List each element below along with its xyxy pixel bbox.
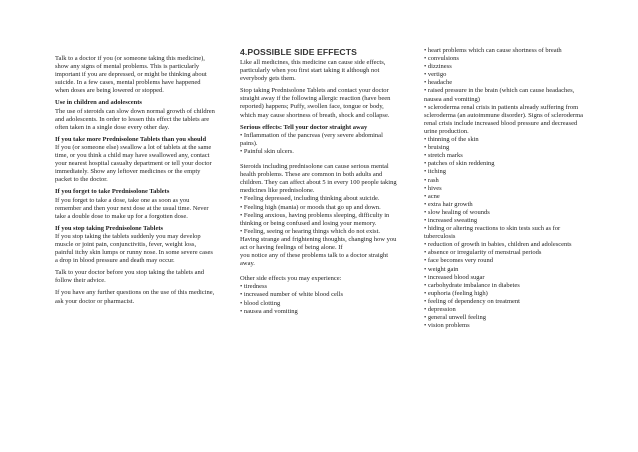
mental-problems-warning: Talk to a doctor if you (or someone taking this medicine), show any signs of mental problems. This is particularly important if you are depressed, or might be thinking about suicide. In a few cases, mental problems have happened when doses are being lowered or stopped.: [55, 55, 207, 95]
mental-effects-list: [240, 195, 400, 252]
list-item: • blood clotting: [240, 300, 400, 308]
list-item: • reduction of growth in babies, children and adolescents: [424, 241, 589, 249]
list-item: • hiding or altering reactions to skin tests such as for tuberculosis: [424, 225, 589, 241]
list-item: • raised pressure in the brain (which can cause headaches, nausea and vomiting): [424, 87, 589, 103]
list-item: • bruising: [424, 144, 589, 152]
list-item: • patches of skin reddening: [424, 160, 589, 168]
talk-to-doctor-text: Talk to your doctor before you stop taking the tablets and follow their advice.: [55, 269, 205, 285]
list-item: • Painful skin ulcers.: [240, 148, 400, 156]
list-item: • stretch marks: [424, 152, 589, 160]
list-item: • depression: [424, 306, 589, 314]
column-middle: [240, 47, 400, 320]
serious-effects-heading: Serious effects: Tell your doctor straight away: [240, 123, 368, 131]
list-item: • vision problems: [424, 322, 589, 330]
list-item: • feeling of dependency on treatment: [424, 298, 589, 306]
notice-problems-text: you notice any of these problems talk to a doctor straight away.: [240, 252, 389, 268]
stopping-text: If you stop taking the tablets suddenly you may develop muscle or joint pain, conjunctivitis, fever, weight loss, painful itchy skin lumps or runny nose. In some severe cases a drop in blood pressure and death may occur.: [55, 232, 213, 265]
list-item: • thinning of the skin: [424, 136, 589, 144]
list-item: • dizziness: [424, 63, 589, 71]
other-effects-intro: Other side effects you may experience:: [240, 275, 342, 283]
list-item: • vertigo: [424, 71, 589, 79]
other-effects-list: [240, 283, 400, 315]
list-item: • Feeling, seeing or hearing things which do not exist. Having strange and frightening thoughts, changing how you act or having feelings of being alone. If: [240, 228, 400, 252]
list-item: • carbohydrate imbalance in diabetes: [424, 282, 589, 290]
list-item: • general unwell feeling: [424, 314, 589, 322]
list-item: • itching: [424, 168, 589, 176]
children-heading: Use in children and adolescents: [55, 99, 142, 107]
serious-effects-list: [240, 132, 400, 156]
list-item: • Feeling anxious, having problems sleeping, difficulty in thinking or being confused and losing your memory.: [240, 212, 400, 228]
list-item: • absence or irregularity of menstrual periods: [424, 249, 589, 257]
children-text: The use of steroids can slow down normal growth of children and adolescents. In order to lessen this effect the tablets are often taken in a single dose every other day.: [55, 107, 215, 131]
missed-dose-heading: If you forget to take Prednisolone Tablets: [55, 188, 170, 196]
missed-dose-text: If you forget to take a dose, take one as soon as you remember and then your next dose at the usual time. Never take a double dose to make up for a forgotten dose.: [55, 196, 209, 220]
list-item: • weight gain: [424, 266, 589, 274]
list-item: • euphoria (feeling high): [424, 290, 589, 298]
list-item: • slow healing of wounds: [424, 209, 589, 217]
allergic-reaction-text: Stop taking Prednisolone Tablets and contact your doctor straight away if the following allergic reaction (have been reported) happens; Puffy, swollen face, tongue or body, which may cause shortness of breath, shock and collapse.: [240, 87, 391, 119]
list-item: • face becomes very round: [424, 257, 589, 265]
column-left: [55, 55, 215, 310]
list-item: • nausea and vomiting: [240, 308, 400, 316]
side-effects-list-a: [424, 47, 589, 136]
list-item: • headache: [424, 79, 589, 87]
side-effects-intro: Like all medicines, this medicine can cause side effects, particularly when you first start taking it although not everybody gets them.: [240, 59, 386, 83]
side-effects-list-b: [424, 136, 589, 330]
column-right: [424, 47, 589, 334]
list-item: • acne: [424, 193, 589, 201]
list-item: • hives: [424, 185, 589, 193]
list-item: • increased blood sugar: [424, 274, 589, 282]
list-item: • increased sweating: [424, 217, 589, 225]
side-effects-heading: 4.POSSIBLE SIDE EFFECTS: [240, 47, 357, 57]
stopping-heading: If you stop taking Prednisolone Tablets: [55, 224, 164, 232]
overdose-heading: If you take more Prednisolone Tablets than you should: [55, 135, 207, 143]
list-item: • heart problems which can cause shortness of breath: [424, 47, 589, 55]
list-item: • scleroderma renal crisis in patients already suffering from scleroderma (an autoimmune disorder). Signs of scleroderma renal crisis include increased blood pressure and decreased urine production.: [424, 104, 589, 136]
list-item: • rash: [424, 177, 589, 185]
list-item: • Feeling high (mania) or moods that go up and down.: [240, 204, 400, 212]
list-item: • extra hair growth: [424, 201, 589, 209]
list-item: • Feeling depressed, including thinking about suicide.: [240, 195, 400, 203]
overdose-text: If you (or someone else) swallow a lot of tablets at the same time, or you think a child may have swallowed any, contact your nearest hospital casualty department or tell your doctor immediately. Show any leftover medicines or the empty packet to the doctor.: [55, 143, 212, 184]
list-item: • Inflammation of the pancreas (very severe abdominal pains).: [240, 132, 400, 148]
list-item: • increased number of white blood cells: [240, 291, 400, 299]
list-item: • tiredness: [240, 283, 400, 291]
mental-health-text: Steroids including prednisolone can cause serious mental health problems. These are common in both adults and children. They can affect about 5 in every 100 people taking medicines like prednisolone.: [240, 163, 397, 195]
list-item: • convulsions: [424, 55, 589, 63]
further-questions-text: If you have any further questions on the use of this medicine, ask your doctor or pharmacist.: [55, 289, 215, 305]
